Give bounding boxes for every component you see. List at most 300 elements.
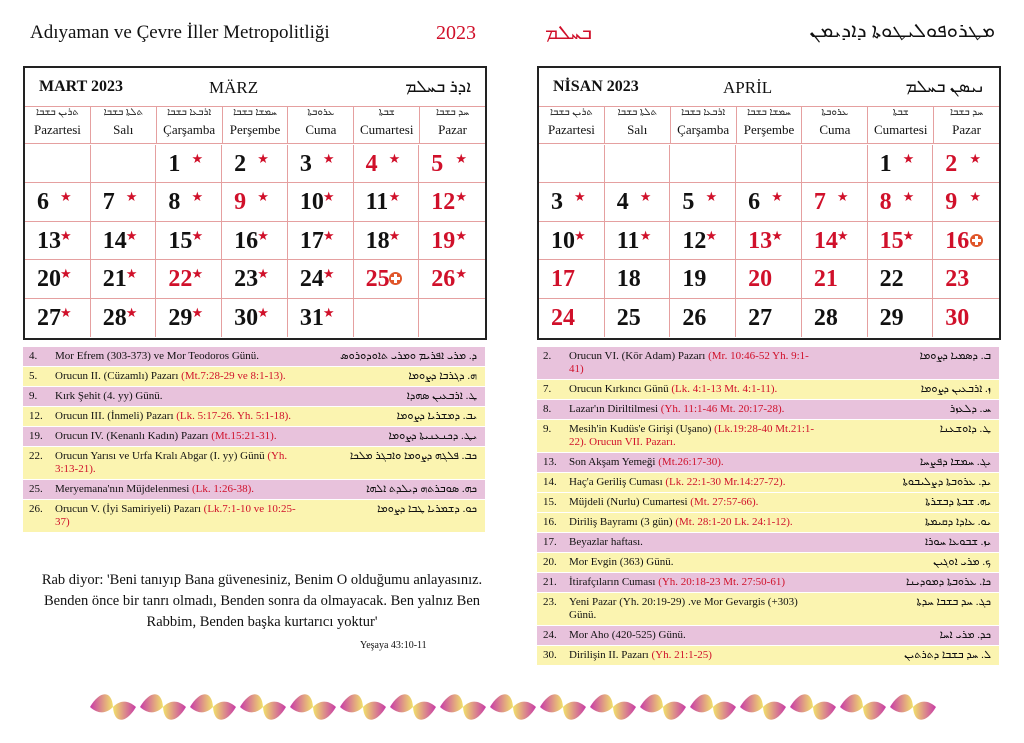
day-cell <box>222 299 288 337</box>
day-number: 15 <box>879 227 904 254</box>
star-icon: ★ <box>60 227 72 243</box>
feast-day: 24. <box>543 629 557 641</box>
star-icon: ★ <box>125 189 138 205</box>
verse-reference: Yeşaya 43:10-11 <box>360 640 427 651</box>
weekday-6 <box>420 106 485 144</box>
weekday-3 <box>223 106 289 144</box>
ornament-leaf <box>740 694 786 720</box>
day-cell <box>25 299 91 337</box>
day-cell <box>868 222 934 260</box>
star-icon: ★ <box>639 189 652 205</box>
feast-text <box>55 370 305 383</box>
feast-reference: (Lk. 22:1-30 Mr.14:27-72). <box>665 476 786 488</box>
feast-row <box>537 400 999 420</box>
day-cell <box>354 145 420 183</box>
day-cell <box>736 222 802 260</box>
day-number: 29 <box>168 304 193 331</box>
day-cell <box>605 222 671 260</box>
star-icon: ★ <box>257 266 269 282</box>
feast-text <box>55 390 305 403</box>
ornament-leaf <box>140 694 186 720</box>
day-cell <box>419 183 485 221</box>
feast-reference: (Lk. 1:26-38). <box>192 483 255 495</box>
star-icon: ★ <box>125 227 138 243</box>
feast-syriac: ܟܕ. ܡܪܝ ܐܚܐ <box>939 629 991 641</box>
weekday-syriac: ܬܠܬܐ ܒܫܒܐ <box>617 107 657 118</box>
day-number: 24 <box>551 304 575 331</box>
feast-syriac: ܗ. ܕܓܪܒܐ ܕܨܘܡܐ <box>408 370 477 382</box>
weekday-label: Perşembe <box>229 122 281 137</box>
weekday-syriac: ܫܒܬܐ <box>378 107 395 118</box>
day-number: 17 <box>299 227 324 254</box>
feast-row <box>537 513 999 533</box>
day-number: 2 <box>945 151 958 177</box>
day-number: 21 <box>813 266 838 293</box>
day-cell <box>91 222 157 260</box>
ornament-leaf <box>240 694 286 720</box>
feast-day: 19. <box>29 430 43 442</box>
feast-row <box>537 380 999 400</box>
day-cell <box>868 260 934 298</box>
weekday-2 <box>157 106 223 144</box>
feast-day: 13. <box>543 456 557 468</box>
day-number: 27 <box>748 304 773 331</box>
feast-row <box>537 573 999 593</box>
feast-day: 25. <box>29 483 43 495</box>
weekday-label: Salı <box>113 122 134 137</box>
weekday-label: Cuma <box>819 122 851 137</box>
day-cell <box>288 222 354 260</box>
day-cell <box>419 222 485 260</box>
feast-day: 14. <box>543 476 557 488</box>
feast-syriac: ܝܙ. ܫܒܘܥܐ ܚܘܪܐ <box>924 536 991 548</box>
day-cell <box>156 183 222 221</box>
weekday-label: Pazartesi <box>547 122 595 137</box>
day-cell <box>222 183 288 221</box>
weekday-label: Perşembe <box>743 122 795 137</box>
day-number: 13 <box>748 227 773 254</box>
calendar-march <box>23 66 487 340</box>
day-cell <box>933 222 999 260</box>
day-cell <box>354 183 420 221</box>
feast-row <box>537 420 999 453</box>
day-cell <box>288 183 354 221</box>
ornament-leaf <box>190 694 236 720</box>
bible-verse: Rab diyor: 'Beni tanıyıp Bana güvenesiniz, Benim O olduğumu anlayasınız. Benden önce bir tanrı olmadı, Benden sonra da olmayacak. Ben yalnız Ben Rabbim, Benden başka kurtarıcı yoktur' <box>41 572 483 630</box>
star-icon: ★ <box>455 266 467 282</box>
day-number: 18 <box>616 266 641 293</box>
star-icon: ★ <box>705 189 718 205</box>
star-icon: ★ <box>60 266 72 282</box>
feast-reference: (Lk. 5:17-26. Yh. 5:1-18). <box>176 410 292 422</box>
feast-text <box>55 430 305 443</box>
ornament-leaf <box>690 694 736 720</box>
weekday-syriac: ܬܠܬܐ ܒܫܒܐ <box>103 107 143 118</box>
day-cell <box>736 183 802 221</box>
day-number: 8 <box>168 189 181 216</box>
ornament-leaf <box>440 694 486 720</box>
feast-syriac: ܕ. ܡܪܝ ܐܦܪܝܡ ܘܡܪܝ ܬܐܘܕܘܪܘܣ <box>339 350 477 362</box>
day-cell <box>802 260 868 298</box>
day-number: 9 <box>234 189 247 216</box>
star-icon: ★ <box>191 189 204 205</box>
weekday-syriac: ܐܪܒܥܐ ܒܫܒܐ <box>681 107 726 118</box>
feast-name: Lazar'ın Diriltilmesi <box>569 403 659 415</box>
feast-text <box>569 423 819 449</box>
day-cell <box>419 299 485 337</box>
feast-day: 26. <box>29 503 43 515</box>
feast-syriac: ܙ. ܐܪܒܥܝܢ ܕܨܘܡܐ <box>920 383 991 395</box>
feast-name: İtirafçıların Cuması <box>569 576 656 588</box>
feast-text <box>569 596 819 622</box>
feast-row <box>23 447 485 480</box>
weekday-header <box>539 106 999 144</box>
feast-day: 8. <box>543 403 552 415</box>
calendar-title <box>539 68 999 107</box>
weekday-label: Çarşamba <box>163 122 216 137</box>
day-number: 20 <box>37 266 61 293</box>
star-icon: ★ <box>191 304 204 320</box>
feast-text <box>569 456 819 469</box>
day-number: 26 <box>431 266 456 293</box>
star-icon: ★ <box>388 151 401 166</box>
day-cell <box>25 183 91 221</box>
feast-reference: (Mt.26:17-30). <box>658 456 724 468</box>
feast-syriac: ܝܓ. ܚܡܫܐ ܕܦܨܚܐ <box>919 456 991 468</box>
feast-syriac: ܟܓ. ܚܕ ܒܫܒܐ ܚܕܬܐ <box>916 596 991 608</box>
star-icon: ★ <box>705 227 718 243</box>
star-icon: ★ <box>322 151 335 166</box>
day-cell <box>868 299 934 337</box>
day-number: 4 <box>365 151 378 177</box>
weekday-label: Cumartesi <box>360 122 414 137</box>
day-number: 27 <box>37 304 61 331</box>
day-cell <box>933 299 999 337</box>
feast-day: 20. <box>543 556 557 568</box>
feast-day: 23. <box>543 596 557 608</box>
day-number: 30 <box>945 304 970 331</box>
day-cell <box>605 299 671 337</box>
feast-text <box>569 556 819 569</box>
day-number: 28 <box>813 304 838 331</box>
feast-text <box>569 383 819 396</box>
day-cell <box>91 260 157 298</box>
ornament-leaf <box>590 694 636 720</box>
day-cell <box>539 260 605 298</box>
day-number: 16 <box>234 227 259 254</box>
feast-syriac: ܟ. ܡܪܝ ܐܘܓܝܢ <box>933 556 991 568</box>
day-cell <box>802 299 868 337</box>
weekday-syriac: ܚܕ ܒܫܒܐ <box>436 107 470 118</box>
feast-row <box>537 626 999 646</box>
day-cell <box>539 183 605 221</box>
weekday-6 <box>934 106 999 144</box>
feast-name: Haç'a Geriliş Cuması <box>569 476 663 488</box>
day-number: 18 <box>365 227 390 254</box>
month-title-de: APRİL <box>723 78 773 97</box>
star-icon: ★ <box>125 304 138 320</box>
star-icon: ★ <box>771 189 783 205</box>
day-number: 21 <box>102 266 127 293</box>
feast-row <box>537 646 999 666</box>
weekday-0 <box>25 106 91 144</box>
feast-syriac: ܟܒ. ܦܠܓܗ ܕܨܘܡܐ ܘܐܒܓܪ ܡܠܟܐ <box>349 450 477 462</box>
day-cell <box>736 145 802 183</box>
feast-row <box>23 500 485 533</box>
feast-reference: (Yh. 20:18-23 Mt. 27:50-61) <box>658 576 785 588</box>
star-icon: ★ <box>902 227 915 243</box>
month-title-syr: ܐܕܪ ܒܚܠܡ <box>405 77 471 96</box>
feast-row <box>23 387 485 407</box>
day-number: 28 <box>102 304 127 331</box>
day-cell <box>670 183 736 221</box>
star-icon: ★ <box>191 266 204 282</box>
weekday-syriac: ܬܪܝܢ ܒܫܒܐ <box>36 107 79 118</box>
day-cell <box>736 260 802 298</box>
day-cell <box>539 145 605 183</box>
feast-name: Orucun Kırkıncı Günü <box>569 383 669 395</box>
day-number: 3 <box>299 151 312 177</box>
feast-list-march <box>23 347 485 533</box>
ornament-leaf <box>390 694 436 720</box>
feast-text <box>569 536 819 549</box>
star-icon: ★ <box>836 189 849 205</box>
header-syriac-year: ܒܚܠܡ <box>545 22 593 44</box>
days-grid <box>25 145 485 337</box>
feast-row <box>23 407 485 427</box>
feast-row <box>537 347 999 380</box>
star-icon: ★ <box>322 266 335 282</box>
feast-reference: (Lk. 4:1-13 Mt. 4:1-11). <box>671 383 778 395</box>
star-icon: ★ <box>257 151 269 166</box>
feast-day: 9. <box>29 390 38 402</box>
day-number: 26 <box>682 304 707 331</box>
day-cell <box>288 145 354 183</box>
weekday-label: Çarşamba <box>677 122 730 137</box>
calendar-april <box>537 66 1001 340</box>
feast-name: Orucun II. (Cüzamlı) Pazarı <box>55 370 179 382</box>
day-number: 16 <box>945 227 970 254</box>
feast-name: Mor Aho (420-525) Günü. <box>569 629 686 641</box>
feast-syriac: ܛ. ܕܐܘܫܥܢܐ <box>939 423 991 435</box>
feast-day: 4. <box>29 350 38 362</box>
weekday-syriac: ܚܕ ܒܫܒܐ <box>950 107 984 118</box>
weekday-label: Cuma <box>305 122 337 137</box>
feast-syriac: ܠ. ܚܕ ܒܫܒܐ ܕܬܪܬܝܢ <box>904 649 991 661</box>
feast-reference: (Yh. 11:1-46 Mt. 20:17-28). <box>660 403 785 415</box>
cross-icon <box>389 272 402 285</box>
day-cell <box>539 299 605 337</box>
day-number: 25 <box>616 304 641 331</box>
feast-day: 9. <box>543 423 552 435</box>
day-cell <box>605 183 671 221</box>
day-number: 23 <box>945 266 970 293</box>
feast-reference: (Mt. 28:1-20 Lk. 24:1-12). <box>675 516 793 528</box>
feast-syriac: ܒ. ܕܣܡܝܐ ܕܨܘܡܐ <box>919 350 991 362</box>
day-number: 14 <box>813 227 838 254</box>
star-icon: ★ <box>388 227 401 243</box>
day-number: 25 <box>365 266 390 293</box>
ornament-leaf <box>840 694 886 720</box>
weekday-syriac: ܚܡܫܐ ܒܫܒܐ <box>233 107 277 118</box>
header-syriac-title: ܡܛܪܘܦܘܠܝܛܘܬܐ ܕܐܕܝܡܢ <box>809 20 995 42</box>
day-number: 12 <box>682 227 707 254</box>
day-cell <box>802 145 868 183</box>
day-cell <box>419 260 485 298</box>
star-icon: ★ <box>388 189 401 205</box>
star-icon: ★ <box>60 189 72 205</box>
feast-day: 12. <box>29 410 43 422</box>
feast-row <box>537 553 999 573</box>
feast-reference: (Mt.15:21-31). <box>211 430 277 442</box>
day-cell <box>156 299 222 337</box>
month-title-tr: NİSAN 2023 <box>553 78 639 95</box>
weekday-label: Pazartesi <box>33 122 81 137</box>
ornament-leaf <box>340 694 386 720</box>
day-number: 2 <box>234 151 247 177</box>
star-icon: ★ <box>836 227 849 243</box>
decorative-border <box>88 690 938 724</box>
feast-text <box>569 629 819 642</box>
feast-syriac: ܝܗ. ܫܒܬܐ ܕܒܫܪܬܐ <box>925 496 991 508</box>
day-cell <box>933 183 999 221</box>
day-cell <box>222 222 288 260</box>
weekday-syriac: ܬܪܝܢ ܒܫܒܐ <box>550 107 593 118</box>
star-icon: ★ <box>639 227 652 243</box>
feast-day: 15. <box>543 496 557 508</box>
star-icon: ★ <box>574 189 586 205</box>
weekday-label: Salı <box>627 122 648 137</box>
day-cell <box>354 222 420 260</box>
day-cell <box>354 299 420 337</box>
day-number: 12 <box>431 189 456 216</box>
day-cell <box>670 145 736 183</box>
feast-name: Orucun III. (İnmeli) Pazarı <box>55 410 174 422</box>
weekday-4 <box>802 106 868 144</box>
day-number: 19 <box>431 227 456 254</box>
feast-reference: (Lk.19:28-40 Mt.21:1-22). Orucun VII. Pazarı. <box>569 423 815 448</box>
day-cell <box>25 222 91 260</box>
day-number: 24 <box>299 266 324 293</box>
day-cell <box>605 145 671 183</box>
day-number: 14 <box>102 227 127 254</box>
day-number: 10 <box>551 227 575 254</box>
feast-syriac: ܟܐ. ܥܪܘܒܬܐ ܕܡܘܕܝܢܐ <box>905 576 991 588</box>
feast-syriac: ܟܘ. ܕܫܡܪܝܐ ܛܒܐ ܕܨܘܡܐ <box>377 503 477 515</box>
star-icon: ★ <box>574 227 586 243</box>
feast-reference: (Yh. 21:1-25) <box>651 649 712 661</box>
day-cell <box>802 222 868 260</box>
feast-name: Diriliş Bayramı (3 gün) <box>569 516 673 528</box>
feast-row <box>23 347 485 367</box>
day-number: 5 <box>682 189 695 216</box>
feast-syriac: ܛ. ܐܪܒܥܝܢ ܣܗܕܐ <box>406 390 477 402</box>
header-year: 2023 <box>436 22 476 44</box>
feast-text <box>55 350 305 363</box>
feast-text <box>55 410 305 423</box>
weekday-3 <box>737 106 803 144</box>
feast-row <box>23 427 485 447</box>
star-icon: ★ <box>257 227 269 243</box>
feast-reference: (Yh. 3:13-21). <box>55 450 288 475</box>
star-icon: ★ <box>771 227 783 243</box>
star-icon: ★ <box>257 304 269 320</box>
ornament-leaf <box>90 694 136 720</box>
feast-name: Dirilişin II. Pazarı <box>569 649 649 661</box>
day-cell <box>670 299 736 337</box>
feast-day: 2. <box>543 350 552 362</box>
feast-syriac: ܝܕ. ܥܪܘܒܬܐ ܕܨܠܝܒܘܬܐ <box>902 476 991 488</box>
star-icon: ★ <box>902 189 915 205</box>
weekday-syriac: ܥܪܘܒܬܐ <box>307 107 335 118</box>
feast-syriac: ܝܒ. ܕܡܫܪܝܐ ܕܨܘܡܐ <box>396 410 477 422</box>
day-number: 11 <box>365 189 389 216</box>
feast-name: Orucun IV. (Kenanlı Kadın) Pazarı <box>55 430 209 442</box>
day-cell <box>868 183 934 221</box>
day-cell <box>222 145 288 183</box>
day-number: 4 <box>616 189 629 216</box>
weekday-syriac: ܥܪܘܒܬܐ <box>821 107 849 118</box>
weekday-1 <box>91 106 157 144</box>
day-cell <box>539 222 605 260</box>
day-number: 5 <box>431 151 444 177</box>
feast-text <box>569 649 819 662</box>
feast-name: Beyazlar haftası. <box>569 536 643 548</box>
day-number: 22 <box>879 266 904 293</box>
ornament-leaf <box>490 694 536 720</box>
weekday-5 <box>868 106 934 144</box>
day-number: 20 <box>748 266 773 293</box>
day-number: 6 <box>37 189 49 216</box>
feast-reference: (Mt.7:28-29 ve 8:1-13). <box>181 370 286 382</box>
day-cell <box>670 260 736 298</box>
feast-syriac: ܝܛ. ܕܟܢܥܢܝܬܐ ܕܨܘܡܐ <box>388 430 477 442</box>
day-cell <box>91 299 157 337</box>
feast-day: 5. <box>29 370 38 382</box>
feast-day: 16. <box>543 516 557 528</box>
feast-syriac: ܝܘ. ܥܐܕܐ ܕܩܝܡܬܐ <box>925 516 991 528</box>
feast-row <box>537 533 999 553</box>
ornament-leaf <box>540 694 586 720</box>
weekday-syriac: ܚܡܫܐ ܒܫܒܐ <box>747 107 791 118</box>
day-number: 8 <box>879 189 892 216</box>
day-cell <box>354 260 420 298</box>
month-title-de: MÄRZ <box>209 78 259 97</box>
star-icon: ★ <box>322 304 335 320</box>
feast-day: 30. <box>543 649 557 661</box>
header-title: Adıyaman ve Çevre İller Metropolitliği <box>30 22 330 43</box>
feast-name: Mor Evgin (363) Günü. <box>569 556 674 568</box>
feast-syriac: ܟܗ. ܣܘܒܪܬܗ ܕܝܠܕܬ ܐܠܗܐ <box>366 483 477 495</box>
star-icon: ★ <box>455 151 467 166</box>
day-cell <box>933 145 999 183</box>
star-icon: ★ <box>455 189 467 205</box>
day-cell <box>156 222 222 260</box>
weekday-0 <box>539 106 605 144</box>
feast-name: Mor Efrem (303-373) ve Mor Teodoros Günü. <box>55 350 260 362</box>
weekday-label: Pazar <box>438 122 468 137</box>
star-icon: ★ <box>191 151 204 166</box>
day-number: 7 <box>813 189 826 216</box>
ornament-leaf <box>640 694 686 720</box>
feast-row <box>537 473 999 493</box>
feast-row <box>23 480 485 500</box>
day-cell <box>222 260 288 298</box>
star-icon: ★ <box>191 227 204 243</box>
day-number: 3 <box>551 189 563 216</box>
day-number: 13 <box>37 227 61 254</box>
day-cell <box>802 183 868 221</box>
